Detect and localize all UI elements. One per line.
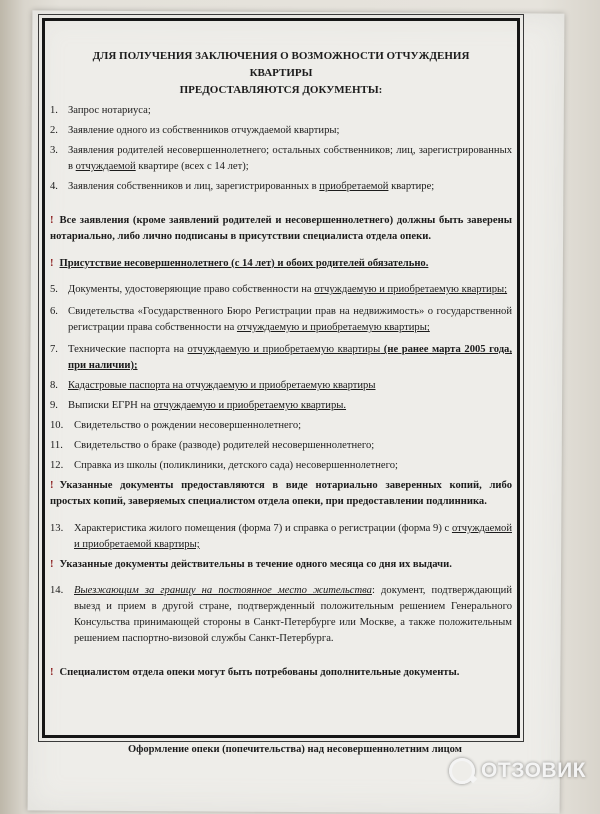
- document-content: [50, 20, 512, 692]
- item-text: [68, 342, 512, 374]
- exclamation-icon: !: [50, 558, 54, 570]
- item-text: [68, 304, 512, 336]
- item-number: 9.: [50, 400, 58, 412]
- item-number: 8.: [50, 380, 58, 392]
- item-text: Заявление одного из собственников отчуждаемой квартиры;: [68, 125, 340, 136]
- item-text: Свидетельство о рождении несовершеннолетнего;: [74, 420, 302, 432]
- watermark: [449, 758, 586, 784]
- item-number: 10.: [50, 420, 64, 432]
- list-item-6: [50, 304, 512, 336]
- list-item-5: [50, 282, 512, 298]
- item-text-italic: Выезжающим за границу на постоянное место жительства: [74, 585, 372, 597]
- list-item-9: [50, 398, 512, 414]
- item-number: 2.: [50, 125, 58, 136]
- item-text: [68, 282, 512, 298]
- item-text-part: Документы, удостоверяющие право собственности на: [68, 284, 315, 296]
- item-number: 13.: [50, 522, 64, 534]
- watermark-text: ОТЗОВИК: [481, 759, 586, 782]
- list-item-4: [50, 179, 512, 195]
- list-item-7: [50, 342, 512, 374]
- heading-line-2: КВАРТИРЫ: [249, 67, 313, 79]
- notice-5: [50, 665, 512, 681]
- item-text: Справка из школы (поликлиники, детского сада) несовершеннолетнего;: [74, 460, 398, 472]
- item-text: [74, 583, 512, 647]
- item-text-part: : документ, подтверждающий выезд и прием в другой стране, подтвержденный положительным решением Генерального Консульства принимающей стороны в Санкт-Петербурге или Москве, а также положительным решением паспортно-визовой службы Санкт-Петербурга.: [74, 585, 512, 645]
- item-number: 4.: [50, 181, 58, 192]
- item-text-bold: (не ранее марта 2005 года, при наличии);: [68, 344, 512, 372]
- notice-text: Указанные документы действительны в течение одного месяца со дня их выдачи.: [59, 558, 452, 570]
- list-item-3: [50, 143, 512, 175]
- item-text-underlined: отчуждаемую и приобретаемую квартиры;: [314, 284, 508, 296]
- item-text-part: Характеристика жилого помещения (форма 7) и справка о регистрации (форма 9) с: [74, 522, 452, 534]
- item-text-part: Заявления собственников и лиц, зарегистрированных в: [68, 181, 320, 192]
- item-text-part: квартире;: [388, 181, 435, 192]
- item-text: [74, 521, 512, 553]
- item-text-part: квартире (всех с 14 лет);: [135, 161, 249, 172]
- otzovik-logo-icon: [449, 758, 475, 784]
- heading-line-1: ДЛЯ ПОЛУЧЕНИЯ ЗАКЛЮЧЕНИЯ О ВОЗМОЖНОСТИ ОТЧУЖДЕНИЯ: [92, 50, 470, 62]
- item-text: [68, 398, 512, 414]
- notice-4: [50, 557, 512, 573]
- item-text-underlined: отчуждаемой: [75, 161, 136, 172]
- notice-text: Все заявления (кроме заявлений родителей и несовершеннолетнего) должны быть заверены нотариально, либо лично подписаны в присутствии специалиста отдела опеки.: [50, 215, 512, 242]
- list-item-1: [50, 103, 512, 119]
- item-text: Свидетельство о браке (разводе) родителей несовершеннолетнего;: [74, 440, 375, 452]
- notice-text: Указанные документы предоставляются в виде нотариально заверенных копий, либо простых копий, заверяемых специалистом отдела опеки, при предоставлении подлинника.: [50, 480, 512, 508]
- heading-line-3: ПРЕДОСТАВЛЯЮТСЯ ДОКУМЕНТЫ:: [179, 84, 383, 96]
- item-number: 1.: [50, 105, 58, 116]
- list-item-12: [50, 458, 512, 474]
- item-text: [68, 143, 512, 175]
- item-text-underlined: отчуждаемой и приобретаемой квартиры;: [74, 522, 512, 550]
- item-text: [68, 179, 512, 195]
- item-text-underlined: отчуждаемую и приобретаемую квартиры: [187, 344, 381, 356]
- list-item-8: [50, 378, 512, 394]
- exclamation-icon: !: [50, 480, 54, 492]
- list-item-13: [50, 521, 512, 553]
- notice-3: [50, 478, 512, 510]
- exclamation-icon: !: [50, 215, 54, 226]
- notice-2: [50, 256, 512, 272]
- list-item-2: [50, 123, 512, 139]
- notice-text: Присутствие несовершеннолетнего (с 14 лет) и обоих родителей обязательно.: [59, 257, 429, 269]
- item-number: 7.: [50, 344, 58, 356]
- item-text-underlined: Кадастровые паспорта на отчуждаемую и приобретаемую квартиры: [68, 380, 376, 392]
- item-number: 12.: [50, 460, 64, 472]
- item-number: 3.: [50, 145, 58, 156]
- item-text-part: Технические паспорта на: [68, 344, 188, 356]
- notice-1: [50, 213, 512, 245]
- next-document-heading: Оформление опеки (попечительства) над несовершеннолетним лицом: [128, 744, 462, 755]
- item-number: 14.: [50, 585, 64, 597]
- item-text-part: Заявления родителей несовершеннолетнего; остальных собственников; лиц, зарегистрированных в: [68, 145, 512, 172]
- exclamation-icon: !: [50, 257, 54, 269]
- item-text-part: Выписки ЕГРН на: [68, 400, 154, 412]
- item-text-underlined: приобретаемой: [319, 181, 389, 192]
- list-item-14: [50, 583, 512, 647]
- list-item-10: [50, 418, 512, 434]
- item-number: 6.: [50, 306, 58, 318]
- list-item-11: [50, 438, 512, 454]
- item-text-underlined: отчуждаемую и приобретаемую квартиры;: [236, 322, 430, 334]
- item-number: 11.: [50, 440, 63, 452]
- item-text-underlined: отчуждаемую и приобретаемую квартиры.: [153, 400, 347, 412]
- item-text-part: Свидетельства «Государственного Бюро Регистрации прав на недвижимость» о государственной регистрации права собственности на: [68, 306, 512, 334]
- exclamation-icon: !: [50, 667, 54, 679]
- item-number: 5.: [50, 284, 58, 296]
- notice-text: Специалистом отдела опеки могут быть потребованы дополнительные документы.: [59, 667, 460, 679]
- item-text: Запрос нотариуса;: [68, 105, 151, 116]
